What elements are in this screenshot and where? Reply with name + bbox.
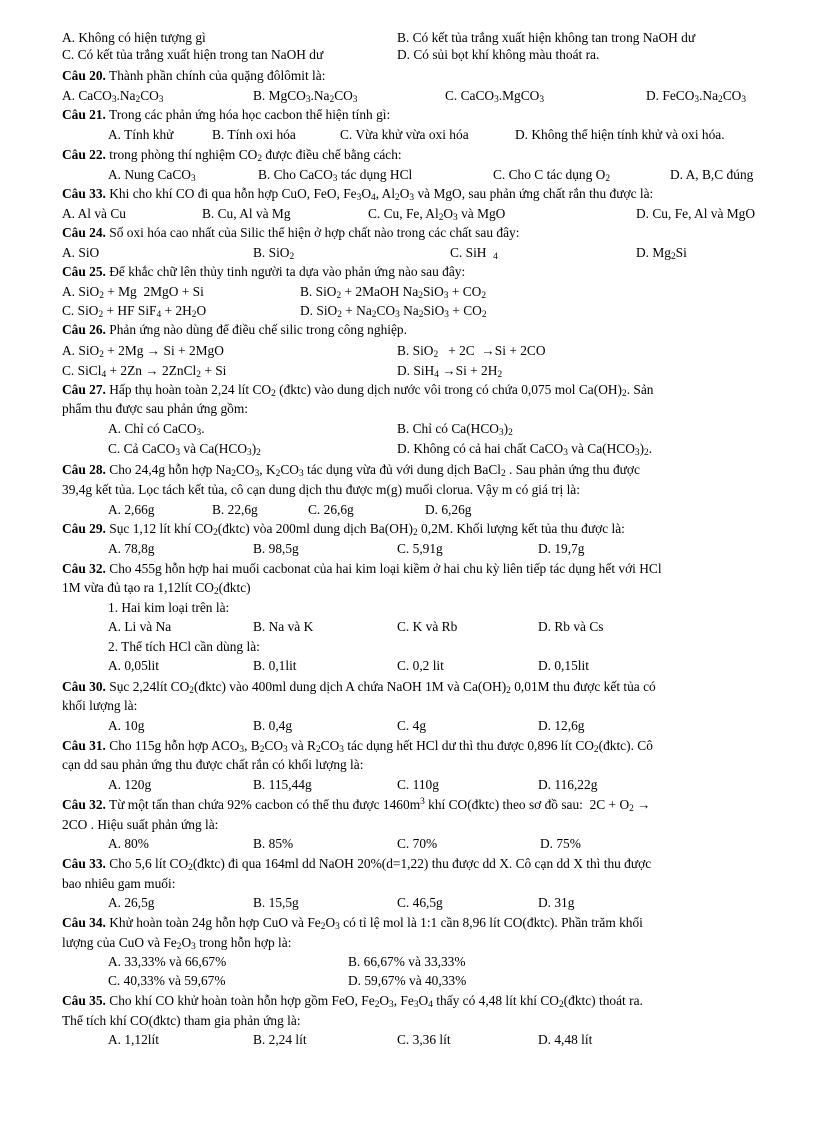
option-b: B. 85% (253, 836, 294, 851)
conjunction: và (183, 441, 197, 456)
question-number: Câu 34. (62, 915, 106, 930)
option-d: D. $Mg_2Si$ (636, 245, 687, 262)
question-text-mid: (đktc) vào 400ml dung dịch A chứa NaOH 1M và (193, 679, 460, 694)
question-text: Phản ứng nào dùng để điều chế silic trong công nghiệp. (109, 322, 407, 337)
question-number: Câu 25. (62, 264, 106, 279)
option-label: A. Nung (108, 167, 155, 182)
question-text-tail: (đktc) thoát ra. (563, 993, 643, 1008)
option-c: C. 4g (397, 718, 427, 733)
option-c: C. CaCO$_3$.MgCO$_3$ (445, 88, 545, 105)
question-number: Câu 29. (62, 521, 106, 536)
question-33b-line-2: bao nhiêu gam muối: (62, 876, 176, 891)
question-text-tail: (đktc). Cô (598, 738, 653, 753)
question-number: Câu 35. (62, 993, 106, 1008)
option-b: B. SiO$_2$ + 2MaOH $Na_2SiO_3 + CO_2$ (300, 284, 487, 301)
question-text: Cho 115g hỗn hợp (109, 738, 209, 753)
option-b: B. $MgCO_3.Na_2CO_3$ (253, 88, 358, 105)
option-d: D. 6,26g (425, 502, 472, 517)
question-26 (62, 322, 407, 338)
question-32b: Câu 32. Từ một tấn than chứa 92% cacbon có thể thu được $1460m^3$ khí CO(đktc) theo sơ đồ sau: $2C + O_2$ → (62, 797, 651, 814)
option-b: B. 115,44g (253, 777, 312, 792)
option-a: A. 0,05lit (108, 658, 159, 673)
question-34: Câu 34. Khử hoàn toàn 24g hỗn hợp CuO và $Fe_2O_3$ có tỉ lệ mol là 1:1 cần 8,96 lít CO(đktc). Phần trăm khối (62, 915, 643, 932)
option-a: A. 1,12lít (108, 1032, 159, 1047)
option-a: A. $CaCO_3.Na_2CO_3$ (62, 88, 164, 105)
question-text-tail: được điều chế bằng cách: (265, 147, 402, 162)
option-a: A. 78,8g (108, 541, 155, 556)
question-text: Để khắc chữ lên thủy tinh người ta dựa vào phản ứng nào sau đây: (109, 264, 466, 279)
question-24 (62, 225, 519, 241)
option-d: D. $FeCO_3.Na_2CO_3$ (646, 88, 746, 105)
option-c: C. Cả CaCO$_3$ và $Ca(HCO_3)_2$ (108, 441, 261, 458)
question-text: 1M vừa đủ tạo ra 1,12lít (62, 580, 192, 595)
sub-question-2: 2. Thể tích HCl cần dùng là: (108, 639, 260, 654)
option-label: D. Không có cả hai chất (397, 441, 527, 456)
option-b: B. 66,67% và 33,33% (348, 954, 466, 969)
question-text: Cho khí CO khử hoàn toàn hỗn hợp gồm FeO, (109, 993, 358, 1008)
option-label: C. Cu, Fe, (368, 206, 423, 221)
option-text: và MgO (461, 206, 506, 221)
option-b: B. 98,5g (253, 541, 299, 556)
option-c: C. Cu, Fe, $Al_2O_3$ và MgO (368, 206, 506, 223)
question-text-mid: khí CO(đktc) theo sơ đồ sau: (428, 797, 583, 812)
question-25 (62, 264, 465, 280)
option-a: A. 26,5g (108, 895, 155, 910)
option-a: A. 2,66g (108, 502, 155, 517)
option-label: C. SiO (62, 303, 99, 318)
question-text: Thành phần chính của quặng đôlômit là: (109, 68, 326, 83)
option-c: C. 110g (397, 777, 439, 792)
question-28-line-2: 39,4g kết tủa. Lọc tách kết tủa, cô cạn dung dịch thu được m(g) muối clorua. Vậy m có giá trị là: (62, 482, 580, 497)
option-a: A. Nung CaCO$_3$ (108, 167, 196, 184)
option-a: A. 80% (108, 836, 149, 851)
question-text: Cho 455g hỗn hợp hai muối cacbonat của hai kim loại kiềm ở hai chu kỳ liên tiếp tác dụng hết với HCl (109, 561, 662, 576)
option-b: B. SiO$_2$ (253, 245, 295, 262)
question-35-line-2: Thể tích khí CO(đktc) tham gia phản ứng là: (62, 1013, 301, 1028)
option-d: D. 59,67% và 40,33% (348, 973, 467, 988)
option-c: C. Cho C tác dụng $O_2$ (493, 167, 611, 184)
option-label: C. Cho C tác dụng (493, 167, 593, 182)
question-34-line-2: lượng của CuO và $Fe_2O_3$ trong hỗn hợp là: (62, 935, 292, 952)
option-b: B. 0,4g (253, 718, 293, 733)
question-text-tail: 0,2M. Khối lượng kết tủa thu được là: (421, 521, 625, 536)
question-text-tail: (đktc) (218, 580, 251, 595)
question-32-line-2: 1M vừa đủ tạo ra 1,12lít $CO_2(đktc)$ (62, 580, 251, 597)
option-label: A. Chỉ có (108, 421, 160, 436)
question-21 (62, 107, 390, 123)
option-a: A. 10g (108, 718, 145, 733)
question-text: Cho 24,4g hỗn hợp (109, 462, 213, 477)
option-d: D. 75% (540, 836, 581, 851)
question-text: Số oxi hóa cao nhất của Silic thể hiện ở hợp chất nào trong các chất sau đây: (109, 225, 520, 240)
option-d: D. $SiO_2 + Na_2CO_3$ $Na_2SiO_3 + CO_2$ (300, 303, 487, 320)
option-c: C. SiCl$_4$ + 2Zn → 2ZnCl$_2$ + Si (62, 363, 227, 380)
question-20 (62, 68, 325, 84)
option-d: D. Có sủi bọt khí không màu thoát ra. (397, 47, 600, 62)
option-d: D. 0,15lit (538, 658, 589, 673)
conjunction: và (571, 441, 584, 456)
sub-question-1: 1. Hai kim loại trên là: (108, 600, 230, 615)
question-number: Câu 24. (62, 225, 106, 240)
option-a: A. Al và Cu (62, 206, 126, 221)
option-c: C. 5,91g (397, 541, 443, 556)
question-text-tail: (đktc) đi qua 164ml dd NaOH 20%(d=1,22) thu được dd X. Cô cạn dd X thì thu được (192, 856, 652, 871)
option-d: D. $SiH_4 \to Si + 2H_2$ (397, 363, 503, 380)
option-label: C. Cả (108, 441, 139, 456)
question-text: Trong các phản ứng hóa học cacbon thể hiện tính gì: (109, 107, 391, 122)
question-35: Câu 35. Cho khí CO khử hoàn toàn hỗn hợp gồm FeO, $Fe_2O_3$, $Fe_3O_4$ thấy có 4,48 lít khí $CO_2(đktc)$ thoát ra. (62, 993, 643, 1010)
option-b: B. 0,1lit (253, 658, 297, 673)
question-30-line-2: khối lượng là: (62, 698, 138, 713)
question-number: Câu 21. (62, 107, 106, 122)
question-number: Câu 30. (62, 679, 106, 694)
option-d: D. 19,7g (538, 541, 585, 556)
option-b: B. 15,5g (253, 895, 299, 910)
option-b: B. Có kết tủa trắng xuất hiện không tan trong NaOH dư (397, 30, 696, 45)
question-text-tail: và MgO, sau phản ứng chất rắn thu được là: (417, 186, 654, 201)
option-d: D. Không thể hiện tính khử và oxi hóa. (515, 127, 725, 142)
option-d: D. 116,22g (538, 777, 598, 792)
question-number: Câu 33. (62, 186, 106, 201)
question-text: Sục 2,24lít (109, 679, 168, 694)
option-b: B. Na và K (253, 619, 314, 634)
question-number: Câu 22. (62, 147, 106, 162)
option-label: B. SiO (300, 284, 337, 299)
question-number: Câu 32. (62, 797, 106, 812)
question-30: Câu 30. Sục 2,24lít $CO_2(đktc)$ vào 400ml dung dịch A chứa NaOH 1M và $Ca(OH)_2$ 0,01M thu được kết tủa có (62, 679, 656, 696)
option-d: D. Rb và Cs (538, 619, 604, 634)
option-c: C. 0,2 lit (397, 658, 444, 673)
question-text-tail: . Hiệu suất phản ứng là: (90, 817, 219, 832)
question-32 (62, 561, 662, 577)
option-c: C. Vừa khử vừa oxi hóa (340, 127, 469, 142)
question-text: Từ một tấn than chứa 92% cacbon có thể thu được (109, 797, 380, 812)
option-c: C. Có kết tủa trắng xuất hiện trong tan NaOH dư (62, 47, 324, 62)
question-text-mid: (đktc) vào dung dịch nước vôi trong có chứa 0,075 mol (279, 382, 576, 397)
question-22: Câu 22. trong phòng thí nghiệm $CO_2$ được điều chế bằng cách: (62, 147, 402, 164)
option-b: B. Cu, Al và Mg (202, 206, 291, 221)
question-33: Câu 33. Khi cho khí CO đi qua hỗn hợp CuO, FeO, $Fe_3O_4$, $Al_2O_3$ và MgO, sau phản ứng chất rắn thu được là: (62, 186, 654, 203)
option-c: C. SiO$_2$ + HF $SiF_4 + 2H_2O$ (62, 303, 207, 320)
option-d: D. A, B,C đúng (670, 167, 754, 182)
option-b: B. Chỉ có $Ca(HCO_3)_2$ (397, 421, 513, 438)
option-d: D. Cu, Fe, Al và MgO (636, 206, 756, 221)
question-text-mid: tác dụng vừa đủ với dung dịch (307, 462, 471, 477)
question-text: trong phòng thí nghiệm (109, 147, 236, 162)
option-a: A. Li và Na (108, 619, 172, 634)
question-text-mid: (đktc) vòa 200ml dung dịch (217, 521, 367, 536)
option-label: C. SiH (450, 245, 487, 260)
option-a: A. SiO$_2$ + Mg 2MgO + Si (62, 284, 204, 301)
question-text-tail: 0,01M thu được kết tủa có (514, 679, 656, 694)
option-c: C. 40,33% và 59,67% (108, 973, 226, 988)
question-27: Câu 27. Hấp thụ hoàn toàn 2,24 lít $CO_2$ (đktc) vào dung dịch nước vôi trong có chứa 0,075 mol $Ca(OH)_2$. Sản (62, 382, 654, 399)
option-label: A. SiO (62, 284, 100, 299)
question-31: Câu 31. Cho 115g hỗn hợp $ACO_3$, $B_2CO_3$ và $R_2CO_3$ tác dụng hết HCl dư thì thu được 0,896 lít $CO_2(đktc)$. Cô (62, 738, 653, 755)
question-number: Câu 31. (62, 738, 106, 753)
question-text: Cho 5,6 lít (109, 856, 167, 871)
option-c: C. SiH $_4$ (450, 245, 498, 262)
question-29: Câu 29. Sục 1,12 lít khí $CO_2(đktc)$ vòa 200ml dung dịch $Ba(OH)_2$ 0,2M. Khối lượng kết tủa thu được là: (62, 521, 625, 538)
option-d: D. Không có cả hai chất CaCO$_3$ và $Ca(HCO_3)_2$. (397, 441, 653, 458)
question-text-tail: trong hỗn hợp là: (199, 935, 292, 950)
option-label: B. SiO (253, 245, 290, 260)
option-b: B. SiO$_2$ + 2C →Si + 2CO (397, 343, 546, 360)
question-number: Câu 20. (62, 68, 106, 83)
question-number: Câu 26. (62, 322, 106, 337)
option-label: D. SiO (300, 303, 338, 318)
option-b: B. Cho CaCO$_3$ tác dụng HCl (258, 167, 413, 184)
option-c: C. K và Rb (397, 619, 458, 634)
question-text: lượng của CuO và (62, 935, 161, 950)
option-a: A. Không có hiện tượng gì (62, 30, 206, 45)
question-text: Sục 1,12 lít khí (109, 521, 192, 536)
option-c: C. 70% (397, 836, 438, 851)
option-c: C. 46,5g (397, 895, 443, 910)
option-d: D. 31g (538, 895, 575, 910)
question-31-line-2: cạn dd sau phản ứng thu được chất rắn có khối lượng là: (62, 757, 364, 772)
option-a: A. 120g (108, 777, 152, 792)
option-b: B. 22,6g (212, 502, 258, 517)
question-text-mid: thấy có 4,48 lít khí (436, 993, 538, 1008)
option-label: B. Cho (258, 167, 296, 182)
question-text-tail: có tỉ lệ mol là 1:1 cần 8,96 lít CO(đktc). Phần trăm khối (343, 915, 643, 930)
option-d: D. 12,6g (538, 718, 585, 733)
option-a: A. SiO (62, 245, 100, 260)
option-b: B. Tính oxi hóa (212, 127, 296, 142)
question-number: Câu 27. (62, 382, 106, 397)
option-c: C. 3,36 lít (397, 1032, 451, 1047)
question-27-line-2: phẩm thu được sau phản ứng gồm: (62, 401, 248, 416)
option-a: A. SiO$_2$ + 2Mg → Si + 2MgO (62, 343, 224, 360)
option-text: tác dụng HCl (340, 167, 413, 182)
option-label: B. Chỉ có (397, 421, 448, 436)
option-label: D. Mg (636, 245, 671, 260)
option-c: C. 26,6g (308, 502, 354, 517)
option-b: B. 2,24 lít (253, 1032, 307, 1047)
question-text: Hấp thụ hoàn toàn 2,24 lít (109, 382, 250, 397)
option-a: A. Chỉ có CaCO$_3$. (108, 421, 205, 438)
question-32b-line-2: 2CO . Hiệu suất phản ứng là: (62, 817, 219, 832)
question-text-tail: . Sản (626, 382, 654, 397)
option-d: D. 4,48 lít (538, 1032, 593, 1047)
question-number: Câu 32. (62, 561, 106, 576)
question-text-tail: . Sau phản ứng thu được (509, 462, 640, 477)
question-33b: Câu 33. Cho 5,6 lít $CO_2(đktc)$ đi qua 164ml dd NaOH 20%(d=1,22) thu được dd X. Cô cạn dd X thì thu được (62, 856, 652, 873)
question-text: Khử hoàn toàn 24g hỗn hợp CuO và (109, 915, 304, 930)
question-number: Câu 28. (62, 462, 106, 477)
option-a: A. 33,33% và 66,67% (108, 954, 227, 969)
question-text: Khi cho khí CO đi qua hỗn hợp CuO, FeO, (109, 186, 340, 201)
option-a: A. Tính khử (108, 127, 174, 142)
question-text-mid: tác dụng hết HCl dư thì thu được 0,896 lít (347, 738, 572, 753)
question-28: Câu 28. Cho 24,4g hỗn hợp $Na_2CO_3$, $K_2CO_3$ tác dụng vừa đủ với dung dịch BaCl$_2$ . Sau phản ứng thu được (62, 462, 640, 479)
question-number: Câu 33. (62, 856, 106, 871)
